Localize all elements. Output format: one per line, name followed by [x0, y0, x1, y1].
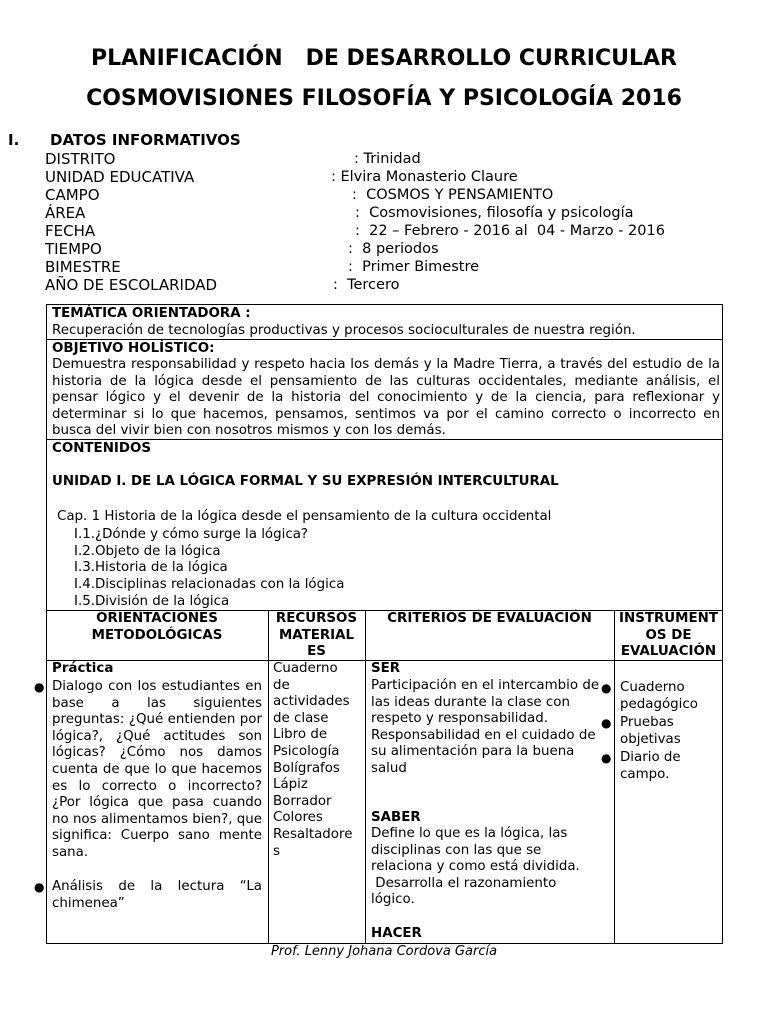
- saber-label: SABER: [371, 810, 421, 825]
- bullet-icon: ●: [34, 880, 45, 894]
- objetivo-label: OBJETIVO HOLÍSTICO:: [52, 341, 215, 356]
- recursos-list: Cuaderno de actividades de clase Libro de Psicología Bolígrafos Lápiz Borrador Colores Resaltadore s: [273, 661, 353, 859]
- info-label-distrito: DISTRITO: [45, 150, 116, 168]
- ser-label: SER: [371, 661, 401, 676]
- info-value-tiempo: : 8 periodos: [348, 241, 439, 257]
- document-title: PLANIFICACIÓN DE DESARROLLO CURRICULAR: [91, 46, 677, 71]
- chapter-title: Cap. 1 Historia de la lógica desde el pensamiento de la cultura occidental: [57, 509, 552, 524]
- bullet-icon: ●: [601, 681, 612, 695]
- unidad-title: UNIDAD I. DE LA LÓGICA FORMAL Y SU EXPRESIÓN INTERCULTURAL: [52, 474, 559, 489]
- header-criterios: CRITERIOS DE EVALUACIÓN: [387, 611, 592, 626]
- info-label-tiempo: TIEMPO: [45, 240, 102, 258]
- tematica-text: Recuperación de tecnologías productivas y procesos socioculturales de nuestra región.: [52, 323, 636, 338]
- saber-text: Define lo que es la lógica, las disciplinas con las que se relaciona y como está dividida. Desarrolla el razonamiento lógico.: [371, 826, 580, 908]
- practica-item: Análisis de la lectura “La chimenea”: [52, 879, 262, 911]
- content-item: I.5.División de la lógica: [74, 594, 230, 609]
- bullet-icon: ●: [601, 751, 612, 765]
- document-subtitle: COSMOVISIONES FILOSOFÍA Y PSICOLOGÍA 2016: [86, 86, 682, 111]
- content-item: I.3.Historia de la lógica: [74, 560, 228, 575]
- info-label-unidad: UNIDAD EDUCATIVA: [45, 168, 195, 186]
- section-title: DATOS INFORMATIVOS: [50, 131, 241, 149]
- info-value-campo: : COSMOS Y PENSAMIENTO: [352, 187, 554, 203]
- info-value-distrito: : Trinidad: [354, 151, 421, 167]
- info-label-escolaridad: AÑO DE ESCOLARIDAD: [45, 276, 218, 294]
- info-label-bimestre: BIMESTRE: [45, 258, 121, 276]
- bullet-icon: ●: [601, 716, 612, 730]
- content-item: I.4.Disciplinas relacionadas con la lógica: [74, 577, 345, 592]
- header-recursos: RECURSOS MATERIAL ES: [275, 611, 358, 660]
- info-value-area: : Cosmovisiones, filosofía y psicología: [355, 205, 634, 221]
- instrumento-item: Pruebas objetivas: [620, 715, 681, 747]
- objetivo-text: Demuestra responsabilidad y respeto hacia los demás y la Madre Tierra, a través del estudio de la historia de la lógica desde el pensamiento de las culturas occidentales, mediante análisis, el pensar lógico y el devenir de la historia del conocimiento y de la ciencia, para reflexionar y determinar si lo que hacemos, pensamos, sentimos va por el camino correcto o incorrecto en busca del vivir bien con nosotros mismos y con los demás.: [52, 357, 720, 439]
- section-number: I.: [8, 131, 20, 149]
- info-label-area: ÁREA: [45, 204, 86, 222]
- header-orientaciones: ORIENTACIONES METODOLÓGICAS: [91, 611, 223, 643]
- content-item: I.2.Objeto de la lógica: [74, 544, 221, 559]
- info-value-bimestre: : Primer Bimestre: [348, 259, 480, 275]
- footer-author: Prof. Lenny Johana Cordova García: [270, 944, 498, 959]
- column-divider: [365, 610, 366, 944]
- instrumento-item: Cuaderno pedagógico: [620, 680, 698, 712]
- ser-text: Participación en el intercambio de las ideas durante la clase con respeto y responsabilidad. Responsabilidad en el cuidado de su alimentación para la buena salud: [371, 678, 600, 776]
- practica-item: Dialogo con los estudiantes en base a las siguientes preguntas: ¿Qué entienden por lógica?, ¿Qué actitudes son lógicas? ¿Cómo nos damos cuenta de que lo que hacemos es lo correcto o incorrecto? ¿Por lógica que pasa cuando no nos alimentamos bien?, que significa: Cuerpo sano mente sana.: [52, 679, 262, 860]
- info-label-fecha: FECHA: [45, 222, 96, 240]
- practica-label: Práctica: [52, 661, 114, 676]
- info-value-escolaridad: : Tercero: [333, 277, 400, 293]
- info-value-fecha: : 22 – Febrero - 2016 al 04 - Marzo - 2016: [355, 223, 665, 239]
- content-item: I.1.¿Dónde y cómo surge la lógica?: [74, 527, 309, 542]
- instrumento-item: Diario de campo.: [620, 750, 681, 782]
- tematica-label: TEMÁTICA ORIENTADORA :: [52, 306, 251, 321]
- info-value-unidad: : Elvira Monasterio Claure: [331, 169, 518, 185]
- header-instrumentos: INSTRUMENT OS DE EVALUACIÓN: [619, 611, 718, 660]
- hacer-label: HACER: [371, 926, 422, 941]
- contenidos-label: CONTENIDOS: [52, 441, 152, 456]
- info-label-campo: CAMPO: [45, 186, 100, 204]
- bullet-icon: ●: [34, 680, 45, 694]
